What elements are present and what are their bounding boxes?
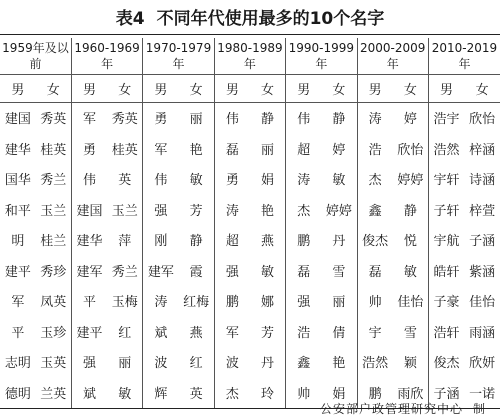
male-name-cell: 伟 bbox=[71, 164, 107, 195]
female-name-cell: 娟 bbox=[261, 173, 275, 189]
table-row bbox=[0, 164, 500, 195]
female-name-cell: 雪 bbox=[403, 325, 417, 341]
female-column-header: 女 bbox=[464, 74, 500, 102]
female-name-cell: 婷婷 bbox=[325, 203, 352, 219]
male-name-cell: 杰 bbox=[286, 194, 322, 225]
female-name-cell: 秀英 bbox=[40, 112, 67, 128]
male-name-cell: 斌 bbox=[143, 316, 179, 347]
female-name-cell: 欣怡 bbox=[397, 142, 424, 158]
female-name-cell: 悦 bbox=[403, 234, 417, 250]
female-name-cell: 芳 bbox=[261, 325, 275, 341]
male-name-cell: 建军 bbox=[143, 255, 179, 286]
male-name-cell: 子轩 bbox=[428, 194, 464, 225]
female-name-cell: 敏 bbox=[403, 264, 417, 280]
male-name-cell: 军 bbox=[214, 316, 250, 347]
male-name-cell: 伟 bbox=[143, 164, 179, 195]
male-name-cell: 鹏 bbox=[357, 377, 393, 408]
female-name-cell: 丽 bbox=[189, 112, 203, 128]
female-name-cell: 艳 bbox=[261, 203, 275, 219]
male-name-cell: 浩然 bbox=[428, 133, 464, 164]
female-name-cell: 桂英 bbox=[111, 142, 138, 158]
male-name-cell: 强 bbox=[214, 255, 250, 286]
male-column-header: 男 bbox=[214, 74, 250, 102]
female-name-cell: 玉英 bbox=[40, 356, 67, 372]
female-name-cell: 欣怡 bbox=[469, 112, 496, 128]
table-row bbox=[0, 316, 500, 347]
male-name-cell: 磊 bbox=[214, 133, 250, 164]
male-name-cell: 强 bbox=[286, 286, 322, 317]
female-name-cell: 红 bbox=[118, 325, 132, 341]
female-name-cell: 玉兰 bbox=[40, 203, 67, 219]
female-name-cell: 娜 bbox=[261, 295, 275, 311]
female-column-header: 女 bbox=[321, 74, 357, 102]
era-header: 2010-2019年 bbox=[428, 38, 500, 75]
era-header: 1959年及以前 bbox=[0, 38, 71, 75]
names-table bbox=[0, 34, 500, 409]
female-name-cell: 红梅 bbox=[183, 295, 210, 311]
female-name-cell: 子涵 bbox=[469, 234, 496, 250]
female-name-cell: 秀英 bbox=[111, 112, 138, 128]
female-name-cell: 丹 bbox=[261, 356, 275, 372]
female-name-cell: 欣妍 bbox=[469, 356, 496, 372]
female-name-cell: 敏 bbox=[332, 173, 346, 189]
table-row bbox=[0, 347, 500, 378]
female-name-cell: 萍 bbox=[118, 234, 132, 250]
male-column-header: 男 bbox=[71, 74, 107, 102]
female-name-cell: 红 bbox=[189, 356, 203, 372]
era-header: 1960-1969年 bbox=[71, 38, 142, 75]
table-row bbox=[0, 102, 500, 133]
male-name-cell: 涛 bbox=[357, 102, 393, 133]
table-row bbox=[0, 194, 500, 225]
male-name-cell: 磊 bbox=[357, 255, 393, 286]
era-header: 1980-1989年 bbox=[214, 38, 285, 75]
male-name-cell: 子豪 bbox=[428, 286, 464, 317]
male-name-cell: 和平 bbox=[4, 203, 31, 219]
era-header-row bbox=[0, 38, 500, 75]
male-name-cell: 浩 bbox=[286, 316, 322, 347]
female-name-cell: 兰英 bbox=[36, 377, 72, 408]
female-name-cell: 娟 bbox=[321, 377, 357, 408]
male-name-cell: 鹏 bbox=[286, 225, 322, 256]
female-name-cell: 颖 bbox=[403, 356, 417, 372]
female-name-cell: 玲 bbox=[250, 377, 286, 408]
male-name-cell: 建华 bbox=[71, 225, 107, 256]
table-number: 表4 bbox=[115, 9, 145, 29]
female-name-cell: 静 bbox=[261, 112, 275, 128]
female-name-cell: 芳 bbox=[189, 203, 203, 219]
male-column-header: 男 bbox=[286, 74, 322, 102]
male-name-cell: 磊 bbox=[286, 255, 322, 286]
female-name-cell: 一诺 bbox=[464, 377, 500, 408]
male-name-cell: 建平 bbox=[4, 264, 31, 280]
male-name-cell: 强 bbox=[143, 194, 179, 225]
gender-header-row bbox=[0, 74, 500, 102]
male-name-cell: 涛 bbox=[286, 164, 322, 195]
male-name-cell: 军 bbox=[71, 102, 107, 133]
female-name-cell: 丽 bbox=[118, 356, 132, 372]
era-header: 2000-2009年 bbox=[357, 38, 428, 75]
female-name-cell: 静 bbox=[403, 203, 417, 219]
male-name-cell: 鑫 bbox=[286, 347, 322, 378]
male-name-cell: 建华 bbox=[4, 142, 31, 158]
male-name-cell: 勇 bbox=[143, 102, 179, 133]
male-name-cell: 宇轩 bbox=[428, 164, 464, 195]
female-name-cell: 倩 bbox=[332, 325, 346, 341]
female-name-cell: 丹 bbox=[332, 234, 346, 250]
male-name-cell: 俊杰 bbox=[428, 347, 464, 378]
female-column-header: 女 bbox=[250, 74, 286, 102]
table-caption: 不同年代使用最多的10个名字 bbox=[156, 9, 385, 29]
male-name-cell: 建国 bbox=[4, 112, 31, 128]
male-name-cell: 涛 bbox=[143, 286, 179, 317]
female-name-cell: 雪 bbox=[332, 264, 346, 280]
male-name-cell: 浩然 bbox=[357, 347, 393, 378]
female-name-cell: 桂英 bbox=[40, 142, 67, 158]
male-name-cell: 勇 bbox=[71, 133, 107, 164]
male-name-cell: 伟 bbox=[286, 102, 322, 133]
male-name-cell: 刚 bbox=[143, 225, 179, 256]
male-name-cell: 浩 bbox=[357, 133, 393, 164]
male-name-cell: 建平 bbox=[71, 316, 107, 347]
female-name-cell: 紫涵 bbox=[469, 264, 496, 280]
source-org: 公安部户政管理研究中心 bbox=[319, 402, 463, 416]
female-name-cell: 佳怡 bbox=[397, 295, 424, 311]
table-title bbox=[0, 4, 500, 29]
female-name-cell: 英 bbox=[179, 377, 215, 408]
male-column-header: 男 bbox=[143, 74, 179, 102]
female-name-cell: 雨涵 bbox=[469, 325, 496, 341]
female-name-cell: 敏 bbox=[189, 173, 203, 189]
female-name-cell: 梓萱 bbox=[469, 203, 496, 219]
male-name-cell: 建国 bbox=[71, 194, 107, 225]
female-name-cell: 燕 bbox=[261, 234, 275, 250]
male-name-cell: 子涵 bbox=[428, 377, 464, 408]
female-name-cell: 凤英 bbox=[40, 295, 67, 311]
male-name-cell: 帅 bbox=[357, 286, 393, 317]
female-column-header: 女 bbox=[107, 74, 143, 102]
table-row bbox=[0, 286, 500, 317]
male-name-cell: 俊杰 bbox=[357, 225, 393, 256]
male-name-cell: 波 bbox=[143, 347, 179, 378]
female-column-header: 女 bbox=[179, 74, 215, 102]
era-header: 1990-1999年 bbox=[286, 38, 357, 75]
female-name-cell: 婷 bbox=[403, 112, 417, 128]
male-name-cell: 鑫 bbox=[357, 194, 393, 225]
male-name-cell: 波 bbox=[214, 347, 250, 378]
female-name-cell: 梓涵 bbox=[469, 142, 496, 158]
table-row bbox=[0, 225, 500, 256]
female-name-cell: 玉珍 bbox=[40, 325, 67, 341]
female-column-header: 女 bbox=[393, 74, 429, 102]
female-name-cell: 丽 bbox=[261, 142, 275, 158]
male-name-cell: 杰 bbox=[357, 164, 393, 195]
female-name-cell: 静 bbox=[332, 112, 346, 128]
female-name-cell: 婷婷 bbox=[397, 173, 424, 189]
female-name-cell: 秀兰 bbox=[111, 264, 138, 280]
male-name-cell: 涛 bbox=[214, 194, 250, 225]
table-row bbox=[0, 255, 500, 286]
male-name-cell: 平 bbox=[11, 325, 25, 341]
source-note bbox=[320, 400, 486, 417]
female-name-cell: 敏 bbox=[107, 377, 143, 408]
male-name-cell: 国华 bbox=[4, 173, 31, 189]
male-name-cell: 志明 bbox=[4, 356, 31, 372]
source-suffix: 制 bbox=[472, 402, 486, 416]
male-column-header: 男 bbox=[428, 74, 464, 102]
table-row bbox=[0, 133, 500, 164]
female-name-cell: 诗涵 bbox=[469, 173, 496, 189]
female-name-cell: 桂兰 bbox=[40, 234, 67, 250]
female-name-cell: 雨欣 bbox=[393, 377, 429, 408]
female-name-cell: 玉梅 bbox=[111, 295, 138, 311]
table-body bbox=[0, 102, 500, 408]
female-name-cell: 艳 bbox=[332, 356, 346, 372]
male-name-cell: 鹏 bbox=[214, 286, 250, 317]
male-name-cell: 辉 bbox=[143, 377, 179, 408]
male-column-header: 男 bbox=[0, 74, 36, 102]
female-column-header: 女 bbox=[36, 74, 72, 102]
male-name-cell: 浩宇 bbox=[428, 102, 464, 133]
male-name-cell: 超 bbox=[286, 133, 322, 164]
male-name-cell: 军 bbox=[11, 295, 25, 311]
male-name-cell: 德明 bbox=[0, 377, 36, 408]
male-name-cell: 宇航 bbox=[428, 225, 464, 256]
male-column-header: 男 bbox=[357, 74, 393, 102]
female-name-cell: 敏 bbox=[261, 264, 275, 280]
era-header: 1970-1979年 bbox=[143, 38, 214, 75]
male-name-cell: 建军 bbox=[71, 255, 107, 286]
male-name-cell: 浩轩 bbox=[428, 316, 464, 347]
female-name-cell: 丽 bbox=[332, 295, 346, 311]
female-name-cell: 艳 bbox=[189, 142, 203, 158]
male-name-cell: 斌 bbox=[71, 377, 107, 408]
female-name-cell: 秀珍 bbox=[40, 264, 67, 280]
male-name-cell: 皓轩 bbox=[428, 255, 464, 286]
female-name-cell: 秀兰 bbox=[40, 173, 67, 189]
female-name-cell: 静 bbox=[189, 234, 203, 250]
female-name-cell: 霞 bbox=[189, 264, 203, 280]
male-name-cell: 宇 bbox=[357, 316, 393, 347]
female-name-cell: 燕 bbox=[189, 325, 203, 341]
male-name-cell: 超 bbox=[214, 225, 250, 256]
male-name-cell: 明 bbox=[11, 234, 25, 250]
female-name-cell: 佳怡 bbox=[469, 295, 496, 311]
female-name-cell: 玉兰 bbox=[111, 203, 138, 219]
male-name-cell: 杰 bbox=[214, 377, 250, 408]
male-name-cell: 平 bbox=[71, 286, 107, 317]
male-name-cell: 军 bbox=[143, 133, 179, 164]
female-name-cell: 婷 bbox=[332, 142, 346, 158]
male-name-cell: 强 bbox=[71, 347, 107, 378]
female-name-cell: 英 bbox=[118, 173, 132, 189]
male-name-cell: 伟 bbox=[214, 102, 250, 133]
male-name-cell: 帅 bbox=[286, 377, 322, 408]
male-name-cell: 勇 bbox=[214, 164, 250, 195]
